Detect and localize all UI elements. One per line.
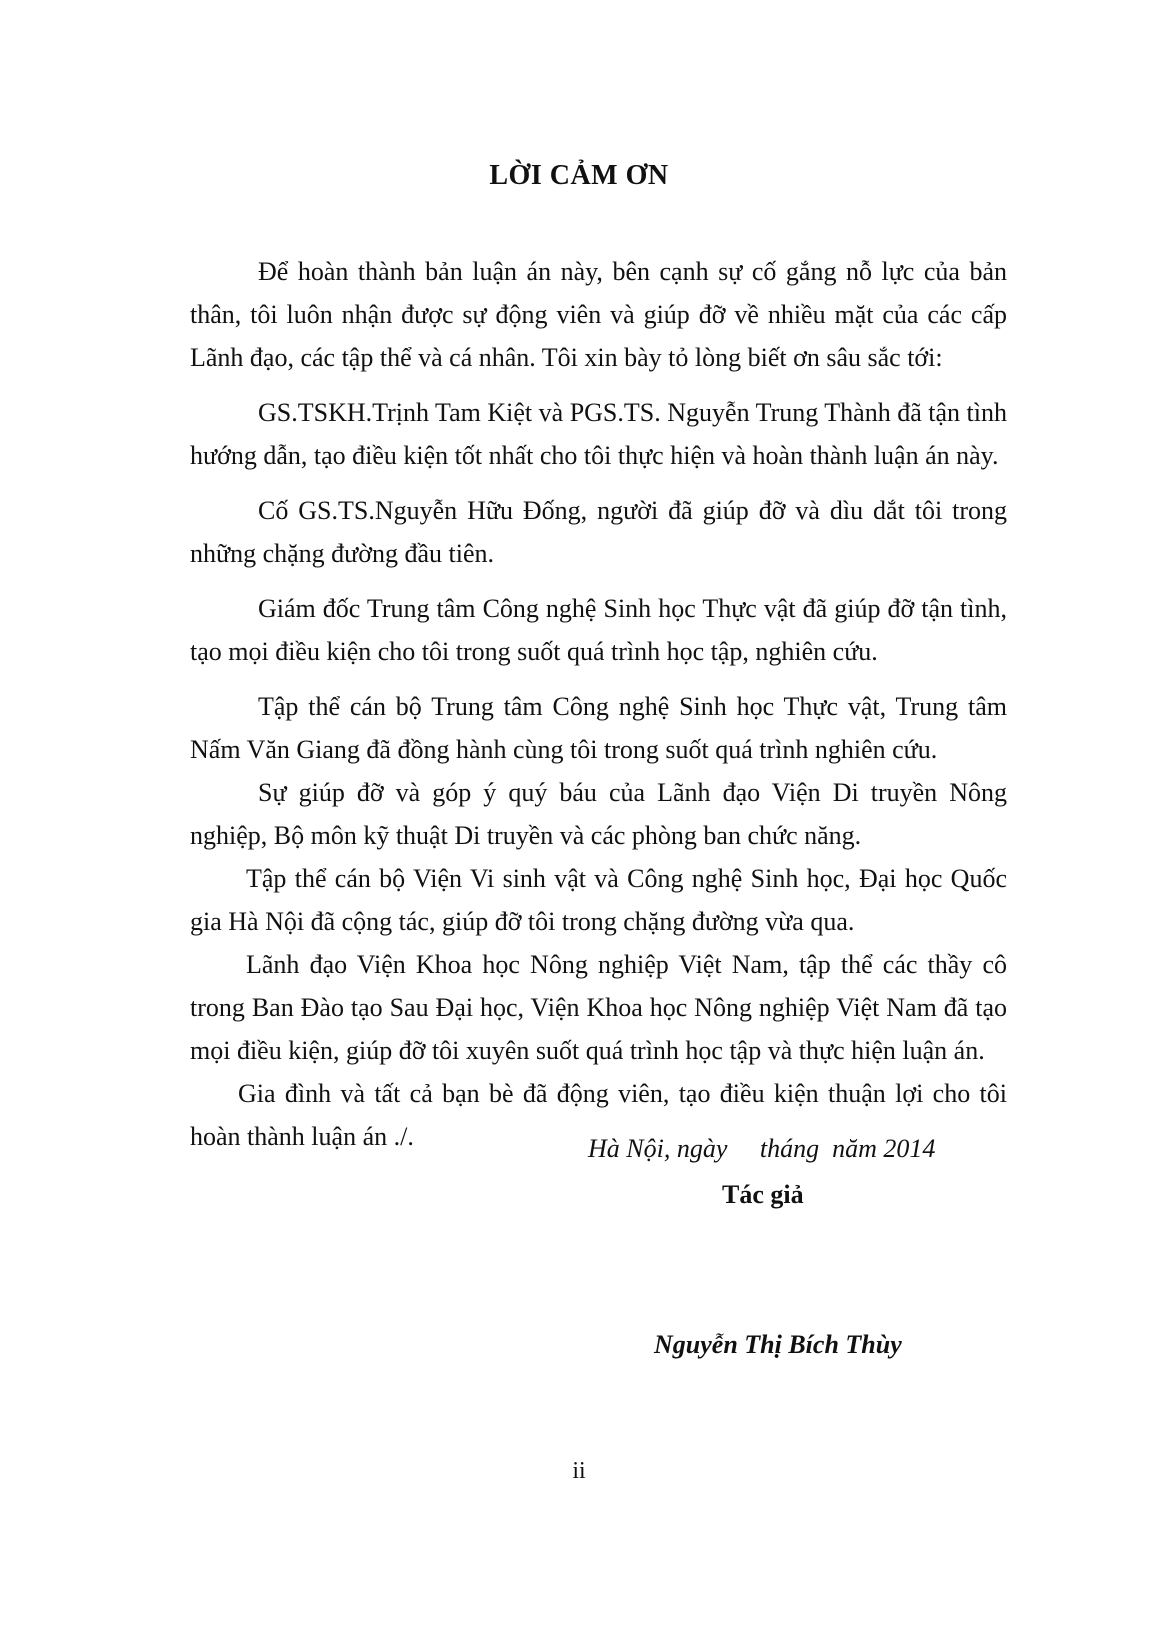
paragraph-late-professor: Cố GS.TS.Nguyễn Hữu Đống, người đã giúp đỡ và dìu dắt tôi trong những chặng đường đầu tiên. xyxy=(190,496,1007,568)
date-line: Hà Nội, ngày tháng năm 2014 xyxy=(588,1134,936,1163)
paragraph-family-friends: Gia đình và tất cả bạn bè đã động viên, tạo điều kiện thuận lợi cho tôi hoàn thành luận án ./. xyxy=(190,1079,1007,1151)
paragraph-center-director: Giám đốc Trung tâm Công nghệ Sinh học Thực vật đã giúp đỡ tận tình, tạo mọi điều kiện cho tôi trong suốt quá trình học tập, nghiên cứu. xyxy=(190,594,1007,666)
paragraph-academy-leadership: Lãnh đạo Viện Khoa học Nông nghiệp Việt Nam, tập thể các thầy cô trong Ban Đào tạo Sau Đại học, Viện Khoa học Nông nghiệp Việt Nam đã tạo mọi điều kiện, giúp đỡ tôi xuyên suốt quá trình học tập và thực hiện luận án. xyxy=(190,950,1007,1065)
paragraph-supervisors: GS.TSKH.Trịnh Tam Kiệt và PGS.TS. Nguyễn Trung Thành đã tận tình hướng dẫn, tạo điều kiện tốt nhất cho tôi thực hiện và hoàn thành luận án này. xyxy=(190,398,1007,470)
paragraph-intro: Để hoàn thành bản luận án này, bên cạnh sự cố gắng nỗ lực của bản thân, tôi luôn nhận được sự động viên và giúp đỡ về nhiều mặt của các cấp Lãnh đạo, các tập thể và cá nhân. Tôi xin bày tỏ lòng biết ơn sâu sắc tới: xyxy=(190,257,1007,372)
page-number: ii xyxy=(572,1458,586,1484)
page-title: LỜI CẢM ƠN xyxy=(489,160,669,191)
paragraph-university-institute: Tập thể cán bộ Viện Vi sinh vật và Công nghệ Sinh học, Đại học Quốc gia Hà Nội đã cộng tác, giúp đỡ tôi trong chặng đường vừa qua. xyxy=(190,864,1007,936)
paragraph-center-staff: Tập thể cán bộ Trung tâm Công nghệ Sinh học Thực vật, Trung tâm Nấm Văn Giang đã đồng hành cùng tôi trong suốt quá trình nghiên cứu. xyxy=(190,692,1007,764)
acknowledgement-body xyxy=(190,250,1007,1158)
author-name: Nguyễn Thị Bích Thùy xyxy=(654,1330,902,1359)
paragraph-institute-leadership: Sự giúp đỡ và góp ý quý báu của Lãnh đạo Viện Di truyền Nông nghiệp, Bộ môn kỹ thuật Di truyền và các phòng ban chức năng. xyxy=(190,778,1007,850)
author-role: Tác giả xyxy=(722,1180,804,1209)
